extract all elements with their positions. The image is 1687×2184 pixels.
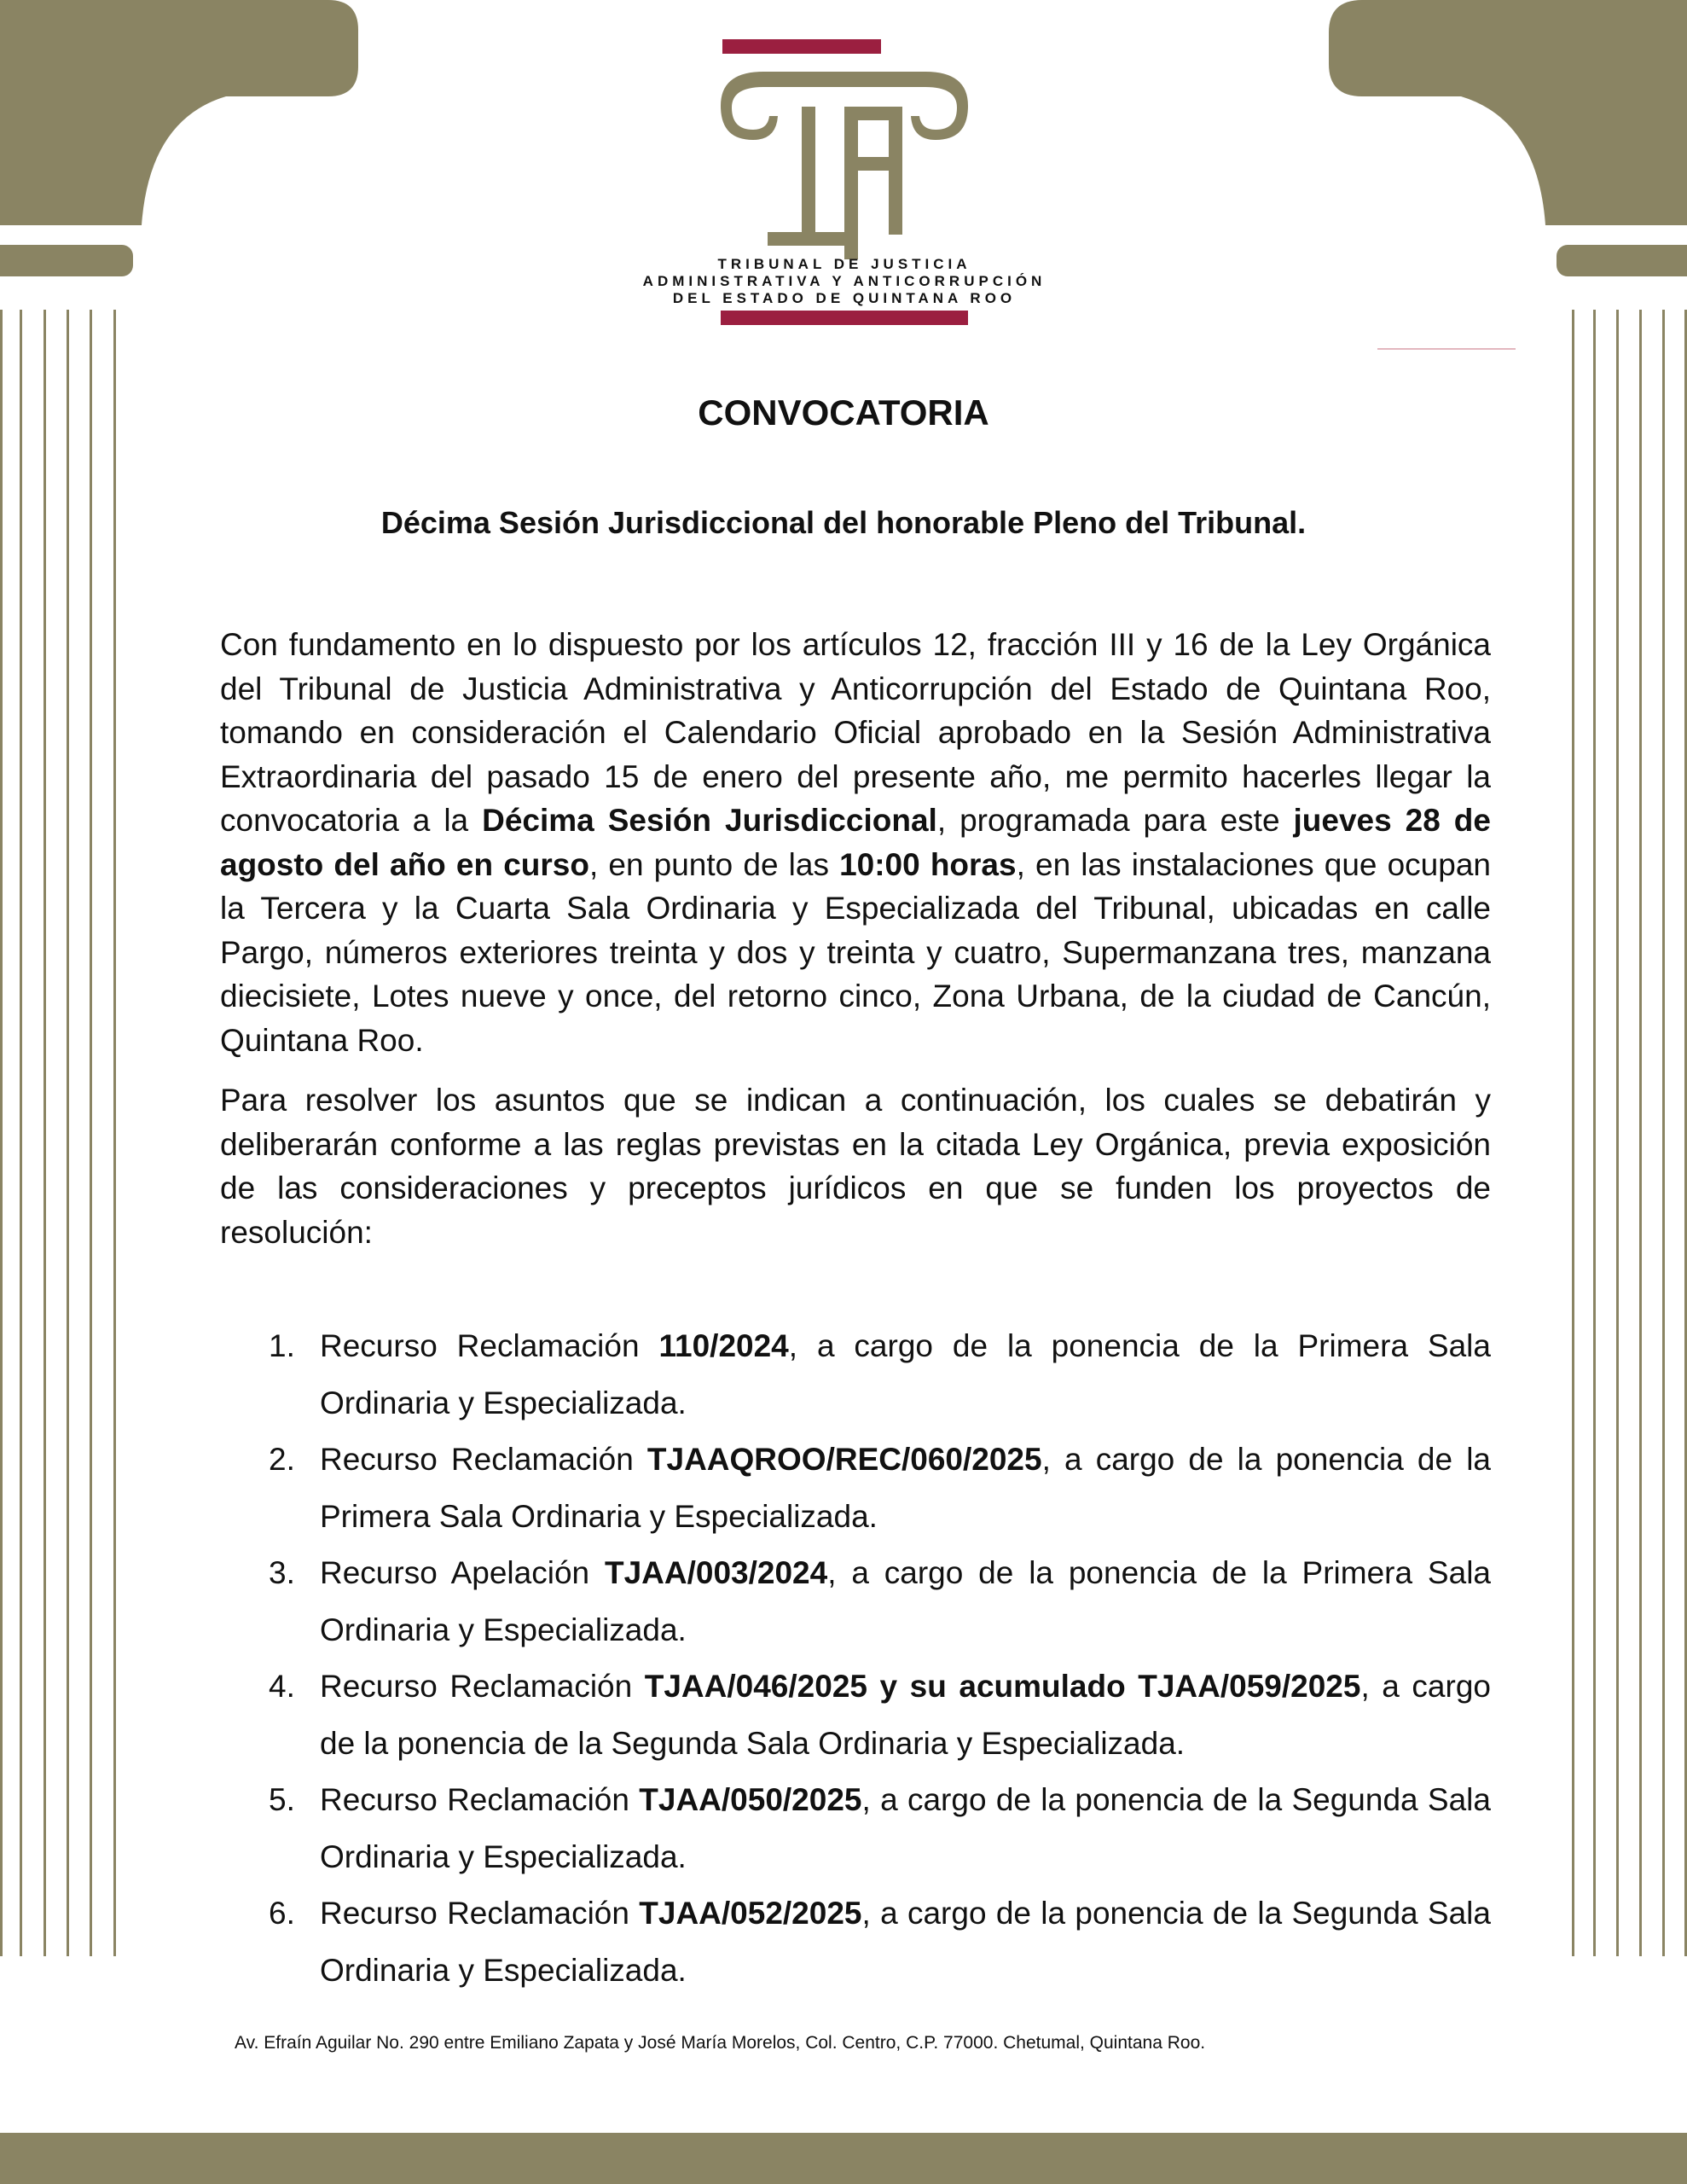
flute-line [1593, 310, 1596, 1956]
case-number: TJAAQROO/REC/060/2025 [646, 1442, 1042, 1477]
decorative-rule [1377, 348, 1516, 350]
agenda-item [256, 1318, 1491, 1432]
logo-text-line-2: ADMINISTRATIVA Y ANTICORRUPCIÓN [642, 273, 1046, 289]
right-column-abacus [1557, 245, 1687, 276]
flute-line [1639, 310, 1642, 1956]
flute-line [1662, 310, 1665, 1956]
left-column-abacus [0, 245, 133, 276]
text-span: , en punto de las [588, 846, 840, 882]
case-number: TJAA/046/2025 y su acumulado TJAA/059/2025 [644, 1669, 1361, 1704]
paragraph-convocation [220, 623, 1491, 1062]
document-title: CONVOCATORIA [698, 392, 989, 433]
paragraph-purpose: Para resolver los asuntos que se indican a continuación, los cuales se debatirán y deliberarán conforme a las reglas previstas en la citada Ley Orgánica, previa exposición de las consideraciones y preceptos jurídicos en que se funden los proyectos de resolución: [220, 1083, 1491, 1250]
item-number: 5. [269, 1782, 295, 1817]
agenda-item [256, 1885, 1491, 1999]
agenda-item [256, 1545, 1491, 1658]
column-logo-icon [640, 38, 1049, 259]
flute-line [67, 310, 69, 1956]
flute-line [1572, 310, 1574, 1956]
item-assignment: , a cargo de la ponencia de la Segunda Sala Ordinaria y Especializada. [320, 1782, 1491, 1874]
item-number: 3. [269, 1555, 295, 1590]
item-number: 2. [269, 1442, 295, 1477]
flute-line [1616, 310, 1619, 1956]
text-span: , en las instalaciones que ocupan la Tercera y la Cuarta Sala Ordinaria y Especializada del Tribunal, ubicadas en calle Pargo, números exteriores treinta y dos y treinta y cuatro, Supermanzana tres, manzana diecisiete, Lotes nueve y once, del retorno cinco, Zona Urbana, de la ciudad de Cancún, Quintana Roo. [220, 846, 1491, 1058]
item-assignment: , a cargo de la ponencia de la Segunda Sala Ordinaria y Especializada. [320, 1669, 1491, 1761]
text-span: , programada para este [936, 803, 1294, 838]
logo-text-line-1: TRIBUNAL DE JUSTICIA [717, 256, 971, 272]
flute-line [90, 310, 92, 1956]
item-assignment: , a cargo de la ponencia de la Segunda Sala Ordinaria y Especializada. [320, 1896, 1491, 1988]
document-subtitle: Décima Sesión Jurisdiccional del honorable Pleno del Tribunal. [380, 505, 1307, 540]
case-number: TJAA/052/2025 [639, 1896, 862, 1931]
text-span: Con fundamento en lo dispuesto por los artículos 12, fracción III y 16 de la Ley Orgánica del Tribunal de Justicia Administrativa y Anticorrupción del Estado de Quintana Roo, tomando en consideración el Calendario Oficial aprobado en la Sesión Administrativa Extraordinaria del pasado 15 de enero del presente año, me permito hacerles llegar la convocatoria a la [220, 627, 1491, 838]
flute-line [43, 310, 46, 1956]
item-assignment: , a cargo de la ponencia de la Primera Sala Ordinaria y Especializada. [320, 1555, 1491, 1647]
tribunal-logo [640, 38, 1049, 332]
item-number: 1. [269, 1328, 295, 1363]
case-number: 110/2024 [658, 1328, 789, 1363]
item-assignment: , a cargo de la ponencia de la Primera Sala Ordinaria y Especializada. [320, 1328, 1491, 1420]
footer-address: Av. Efraín Aguilar No. 290 entre Emiliano Zapata y José María Morelos, Col. Centro, C.P. 77000. Chetumal, Quintana Roo. [235, 2033, 1206, 2053]
session-date: jueves 28 de agosto del año en curso [220, 803, 1491, 882]
session-time: 10:00 horas [839, 846, 1017, 882]
document-body [220, 623, 1491, 1270]
agenda-item [256, 1658, 1491, 1772]
item-type: Recurso Reclamación [320, 1669, 645, 1704]
agenda-item [256, 1432, 1491, 1545]
item-number: 4. [269, 1669, 295, 1704]
item-type: Recurso Apelación [320, 1555, 605, 1590]
item-type: Recurso Reclamación [320, 1328, 659, 1363]
case-number: TJAA/003/2024 [604, 1555, 828, 1590]
right-column-capital-icon [1320, 0, 1687, 230]
logo-bottom-bar [640, 311, 1049, 328]
agenda-item [256, 1772, 1491, 1885]
flute-line [0, 310, 3, 1956]
item-type: Recurso Reclamación [320, 1782, 640, 1817]
logo-text-line-3: DEL ESTADO DE QUINTANA ROO [672, 290, 1017, 306]
left-column-capital-icon [0, 0, 367, 230]
flute-line [20, 310, 22, 1956]
flute-line [113, 310, 116, 1956]
bottom-base-bar [0, 2133, 1687, 2184]
item-assignment: , a cargo de la ponencia de la Primera Sala Ordinaria y Especializada. [320, 1442, 1491, 1534]
agenda-list [256, 1318, 1491, 1999]
session-name: Décima Sesión Jurisdiccional [482, 803, 937, 838]
item-type: Recurso Reclamación [320, 1442, 647, 1477]
case-number: TJAA/050/2025 [639, 1782, 862, 1817]
item-type: Recurso Reclamación [320, 1896, 640, 1931]
item-number: 6. [269, 1896, 295, 1931]
